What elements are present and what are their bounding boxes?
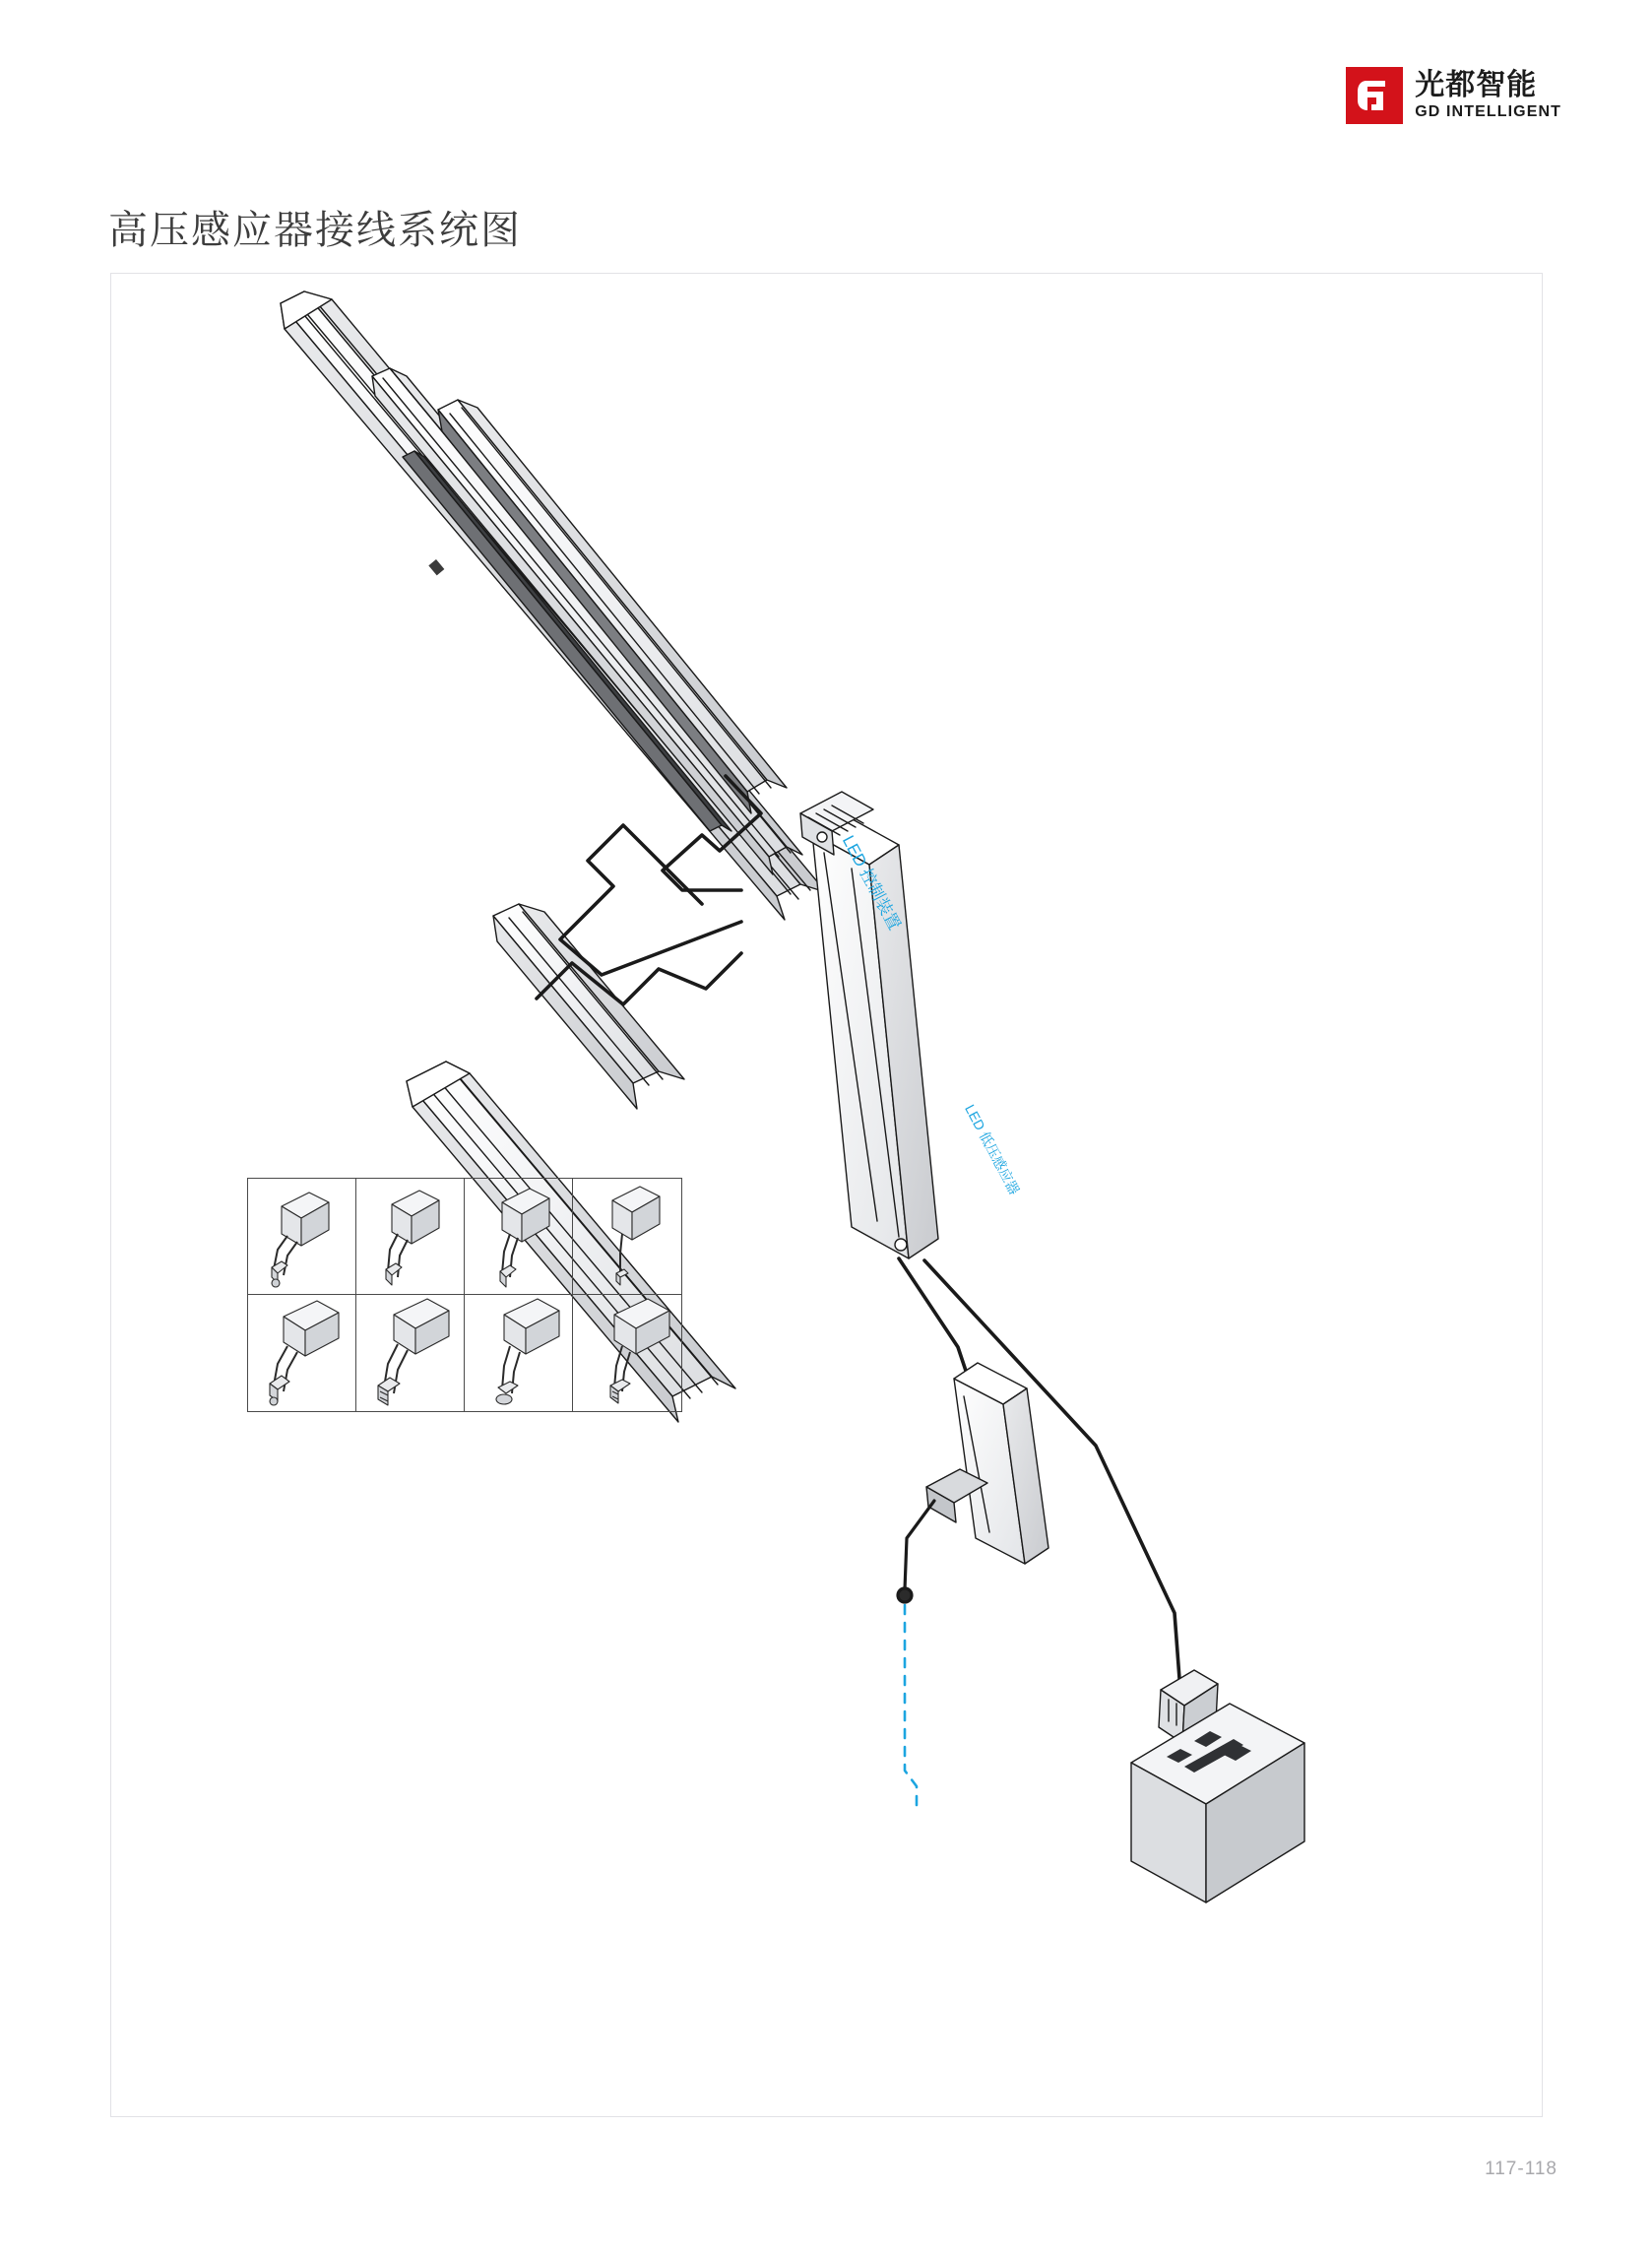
gd-g-logo-icon	[1346, 67, 1403, 124]
sensor-variant-1[interactable]	[248, 1179, 356, 1295]
wall-socket	[1131, 1704, 1304, 1902]
brand-name-cn: 光都智能	[1415, 68, 1538, 101]
sensor-variant-6[interactable]	[356, 1295, 465, 1411]
brand-name-en: GD INTELLIGENT	[1415, 103, 1561, 121]
sensor-variant-8[interactable]	[573, 1295, 681, 1411]
aluminium-profile-mid	[372, 368, 802, 874]
sensor-variant-7[interactable]	[465, 1295, 573, 1411]
sensor-variant-4[interactable]	[573, 1179, 681, 1295]
aluminium-profile-short	[428, 400, 787, 813]
page-title: 高压感应器接线系统图	[108, 208, 522, 252]
brand-wordmark	[1415, 70, 1561, 122]
callout-dashed-line	[905, 1605, 917, 1810]
aluminium-profile-inner-strip	[403, 451, 731, 831]
page-number: 117-118	[1485, 2159, 1557, 2179]
sensor-variant-grid	[247, 1178, 682, 1412]
label-led-sensor: LED 低压感应器	[962, 1101, 1023, 1197]
label-led-driver: LED 控制装置	[838, 832, 905, 934]
led-sensor-box	[926, 1363, 1048, 1564]
sensor-variant-5[interactable]	[248, 1295, 356, 1411]
wire-sensor-pigtail	[898, 1501, 934, 1602]
brand-logo	[1346, 67, 1561, 124]
sensor-variant-2[interactable]	[356, 1179, 465, 1295]
wiring-diagram-canvas	[111, 274, 1542, 2116]
sensor-variant-3[interactable]	[465, 1179, 573, 1295]
diagram-frame	[110, 273, 1543, 2117]
